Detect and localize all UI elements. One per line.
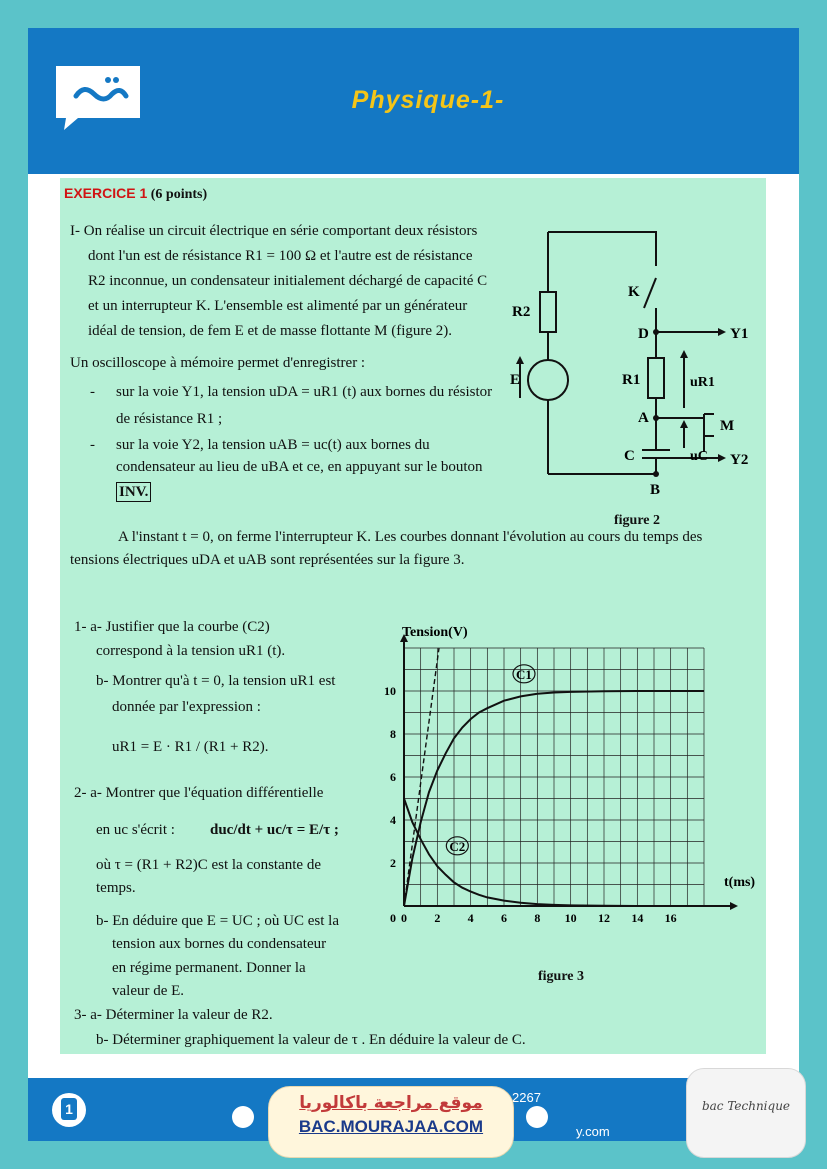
badge-text: bac Technique: [701, 1099, 791, 1113]
curve-label-c2: C2: [449, 838, 466, 854]
question-3b: b- Déterminer graphiquement la valeur de τ . En déduire la valeur de C.: [96, 1032, 526, 1048]
circuit-figure-2: [508, 222, 768, 502]
x-tick-label: 12: [598, 911, 610, 925]
y-tick-label: 4: [390, 813, 396, 827]
app-logo-icon: [50, 60, 146, 132]
promo-url-link[interactable]: BAC.MOURAJAA.COM: [298, 1117, 484, 1136]
bullet-line: condensateur au lieu de uBA et ce, en appuyant sur le bouton: [116, 459, 483, 475]
y-tick-label: 2: [390, 856, 396, 870]
label-k: K: [628, 284, 640, 300]
footer-logo-icon: [232, 1106, 254, 1128]
question-1b: donnée par l'expression :: [112, 699, 261, 715]
intro-line: dont l'un est de résistance R1 = 100 Ω et l'autre est de résistance: [88, 248, 473, 264]
question-2a: 2- a- Montrer que l'équation différentielle: [74, 785, 324, 801]
label-uc: uC: [690, 449, 708, 464]
intro-line: et un interrupteur K. L'ensemble est alimenté par un générateur: [88, 298, 468, 314]
promo-banner[interactable]: [268, 1086, 514, 1158]
footer-partial-number: 2267: [512, 1090, 541, 1105]
question-2b: en régime permanent. Donner la: [112, 960, 306, 976]
x-tick-label: 14: [631, 911, 644, 925]
exercise-label: EXERCICE 1: [64, 185, 148, 201]
figure-2-caption: figure 2: [614, 513, 661, 528]
intro-line: R2 inconnue, un condensateur initialement déchargé de capacité C: [88, 273, 488, 289]
label-b: B: [650, 482, 661, 498]
y-tick-label: 6: [390, 770, 396, 784]
header-bar: [28, 28, 799, 174]
intro-line: I- On réalise un circuit électrique en série comportant deux résistors: [70, 223, 478, 239]
x-tick-label: 8: [534, 911, 541, 925]
footer-logo-icon: [526, 1106, 548, 1128]
question-1a: 1- a- Justifier que la courbe (C2): [74, 619, 270, 635]
bullet-line: sur la voie Y1, la tension uDA = uR1 (t) aux bornes du résistor: [116, 384, 493, 400]
x-tick-label: 16: [664, 911, 677, 925]
question-2b: tension aux bornes du condensateur: [112, 936, 327, 952]
question-2b: valeur de E.: [112, 983, 185, 999]
bullet-line: de résistance R1 ;: [116, 411, 223, 427]
exercise-points: (6 points): [150, 187, 208, 202]
question-2a: en uc s'écrit :: [96, 822, 175, 838]
x-tick-label: 0: [401, 911, 407, 925]
footer-partial-site: y.com: [576, 1124, 610, 1139]
instant-line: tensions électriques uDA et uAB sont représentées sur la figure 3.: [70, 552, 465, 568]
y-tick-label: 10: [384, 684, 396, 698]
instant-line: A l'instant t = 0, on ferme l'interrupteur K. Les courbes donnant l'évolution au cours du temps des: [118, 529, 703, 545]
y-tick-label: 8: [390, 727, 396, 741]
voltage-chart: [350, 624, 756, 964]
exercise-scan: [60, 178, 766, 1054]
label-c: C: [624, 448, 635, 464]
formula-ur1: uR1 = E · R1 / (R1 + R2).: [112, 739, 269, 755]
intro-line: idéal de tension, de fem E et de masse flottante M (figure 2).: [88, 323, 453, 339]
page-number: 1: [61, 1098, 77, 1120]
formula-differential: duc/dt + uc/τ = E/τ ;: [210, 822, 339, 838]
promo-arabic-text: موقع مراجعة باكالوريا: [299, 1093, 483, 1113]
page-title: Physique-1-: [351, 86, 505, 114]
figure-3-caption: figure 3: [538, 969, 585, 984]
bullet-line: sur la voie Y2, la tension uAB = uc(t) aux bornes du: [116, 437, 430, 453]
question-1b: b- Montrer qu'à t = 0, la tension uR1 est: [96, 673, 336, 689]
question-1a: correspond à la tension uR1 (t).: [96, 643, 286, 659]
curve-label-c1: C1: [516, 666, 532, 682]
bullet-dash: -: [90, 437, 95, 453]
label-y2: Y2: [730, 452, 749, 468]
label-r2: R2: [512, 304, 531, 320]
label-a: A: [638, 410, 649, 426]
question-2a-tau: temps.: [96, 880, 136, 896]
x-tick-label: 2: [434, 911, 441, 925]
origin-label: 0: [390, 911, 396, 925]
label-y1: Y1: [730, 326, 749, 342]
x-tick-label: 6: [501, 911, 507, 925]
label-m: M: [720, 418, 735, 434]
x-tick-label: 10: [564, 911, 577, 925]
label-d: D: [638, 326, 649, 342]
label-ur1: uR1: [690, 375, 715, 390]
question-2a-tau: où τ = (R1 + R2)C est la constante de: [96, 857, 321, 873]
oscilloscope-intro: Un oscilloscope à mémoire permet d'enregistrer :: [70, 355, 366, 371]
y-axis-label: Tension(V): [402, 625, 468, 640]
label-e: E: [510, 372, 521, 388]
x-axis-arrow: [730, 902, 738, 910]
x-tick-label: 4: [467, 911, 474, 925]
question-3a: 3- a- Déterminer la valeur de R2.: [74, 1007, 273, 1023]
bullet-dash: -: [90, 384, 95, 400]
inv-button-label: INV.: [116, 482, 151, 502]
label-r1: R1: [622, 372, 641, 388]
question-2b: b- En déduire que E = UC ; où UC est la: [96, 913, 339, 929]
bac-technique-badge: [686, 1068, 806, 1158]
page-number-badge: [52, 1093, 86, 1127]
x-axis-label: t(ms): [724, 875, 756, 890]
page-card: [28, 28, 799, 1141]
